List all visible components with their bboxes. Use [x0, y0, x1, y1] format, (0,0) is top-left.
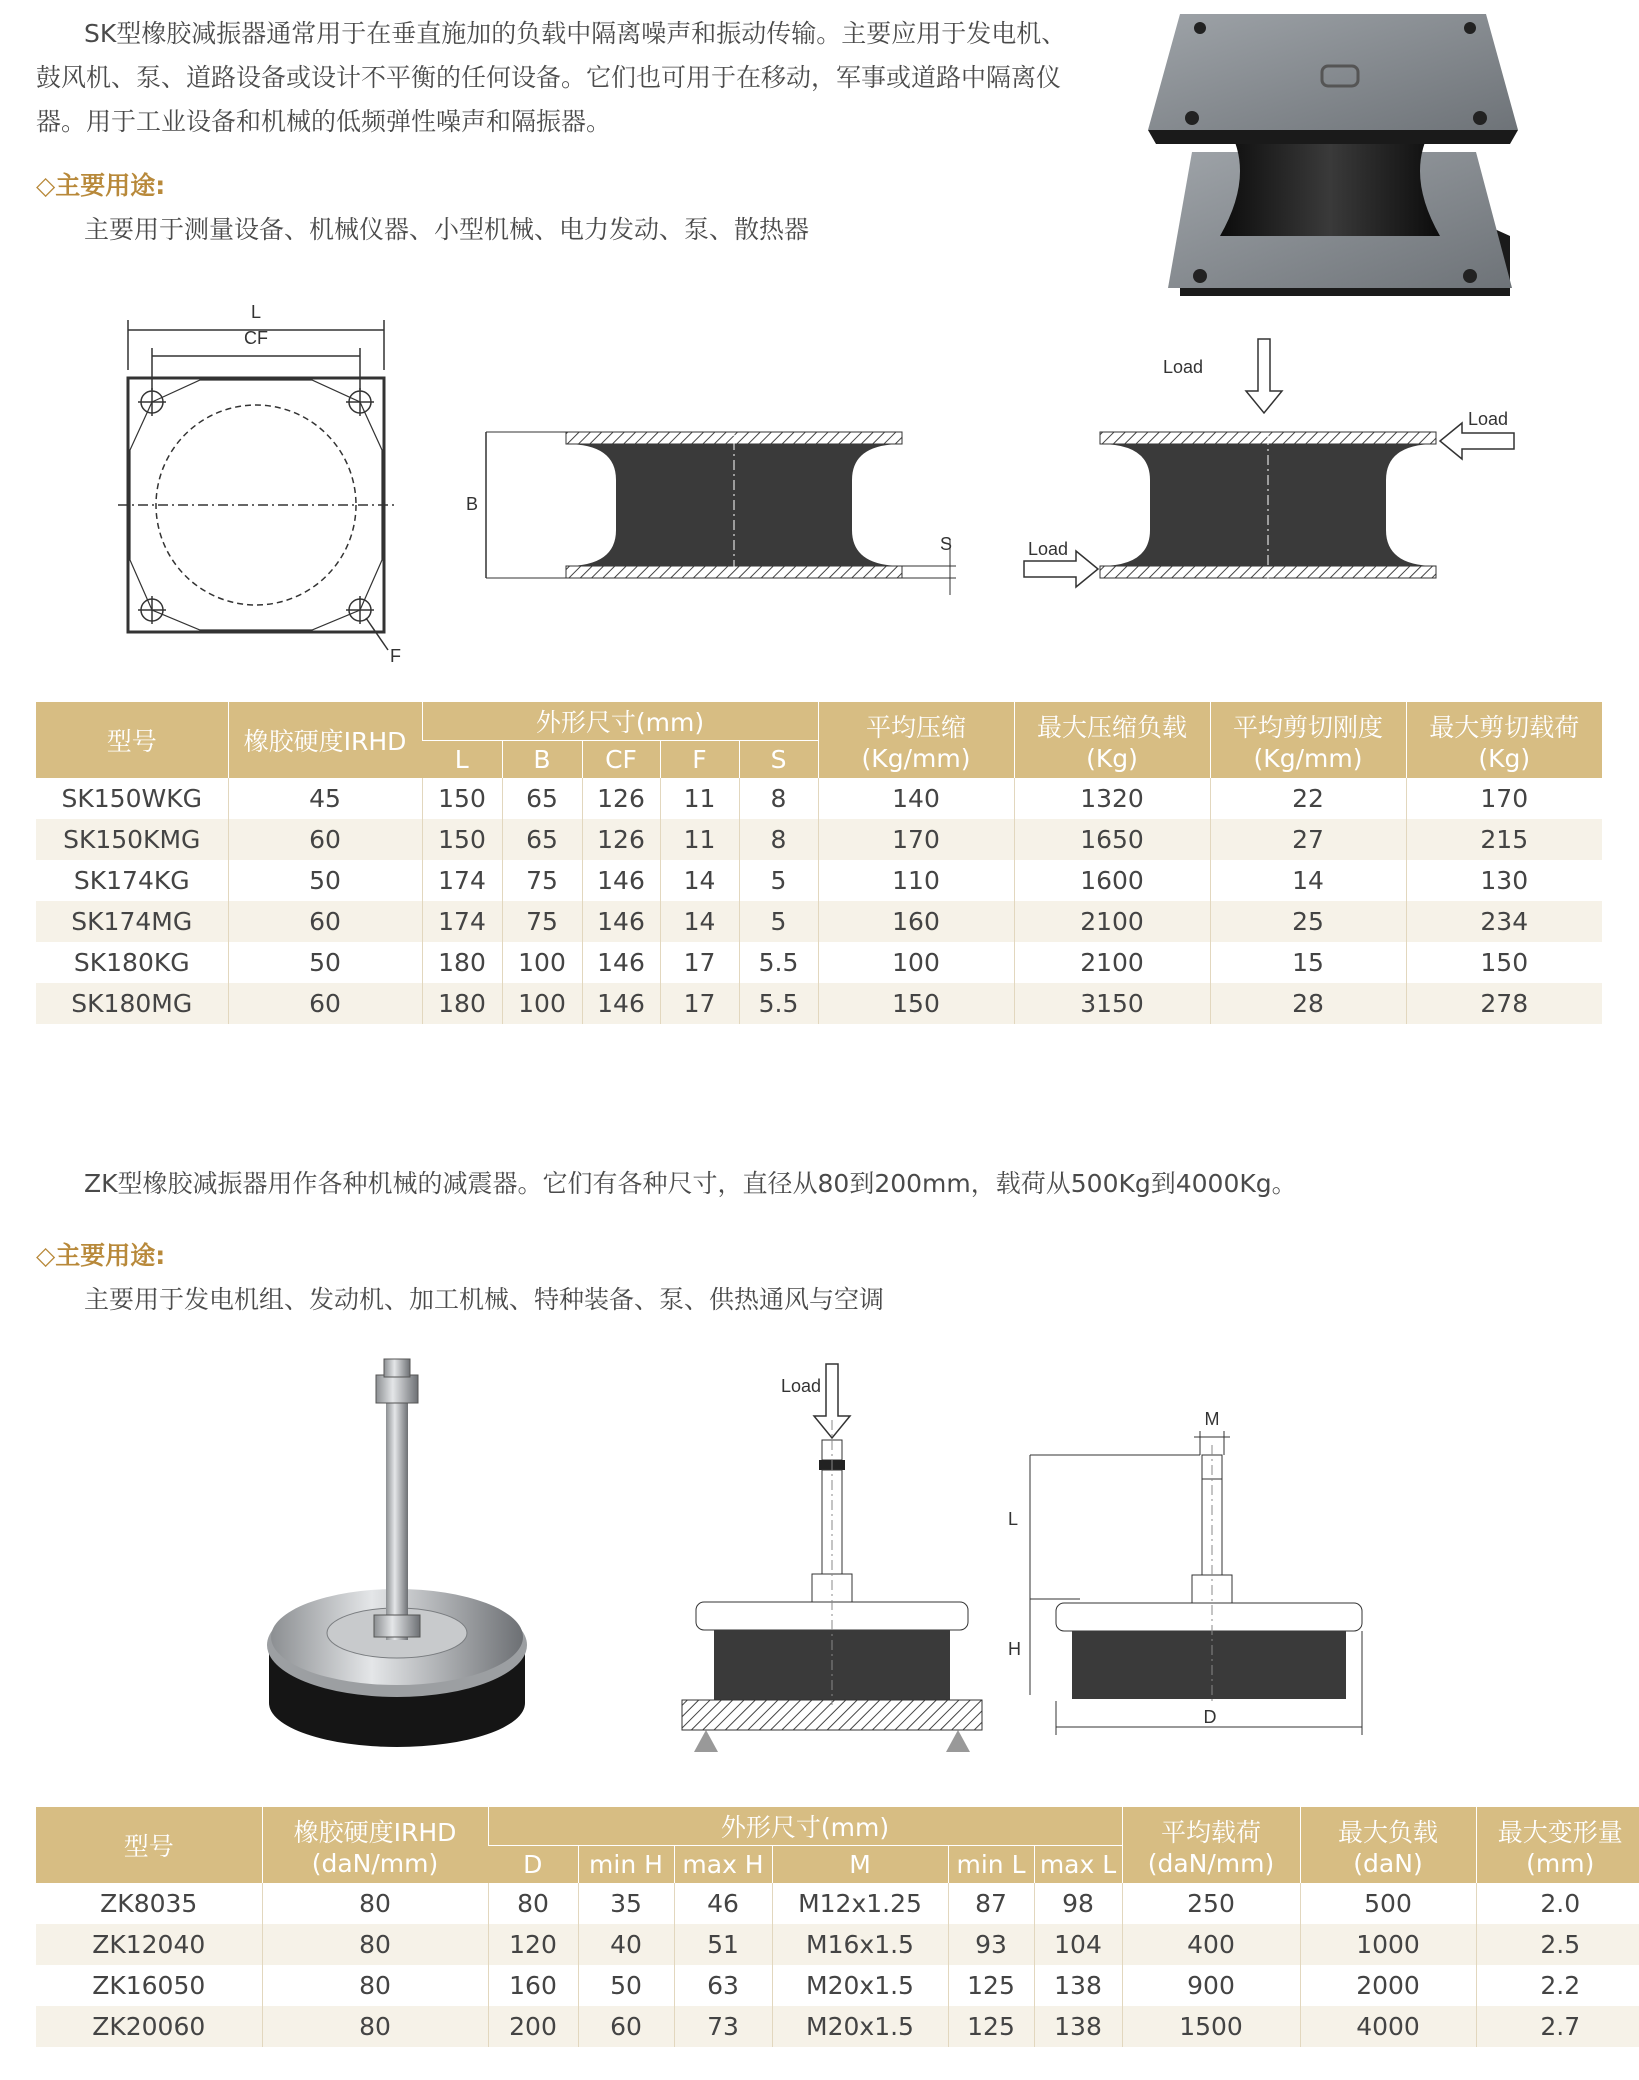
sk-label-F: F [390, 646, 401, 666]
sk-h-dim-L: L [422, 740, 502, 778]
table-cell: 234 [1406, 901, 1602, 942]
zk-load-label: Load [780, 1376, 821, 1396]
table-cell: 50 [228, 942, 422, 983]
table-cell: 400 [1122, 1924, 1300, 1965]
table-row [36, 778, 1602, 819]
table-cell: 2100 [1014, 942, 1210, 983]
table-cell: 146 [582, 860, 660, 901]
table-row [36, 819, 1602, 860]
sk-label-S: S [940, 534, 953, 554]
table-cell: 50 [578, 1965, 674, 2006]
table-cell: 215 [1406, 819, 1602, 860]
table-cell: 80 [262, 1965, 488, 2006]
zk-h-avg: 平均载荷 (daN/mm) [1122, 1807, 1300, 1883]
table-cell: M20x1.5 [772, 2006, 948, 2047]
zk-use-title: ◇主要用途: [36, 1241, 166, 1270]
table-cell: 4000 [1300, 2006, 1476, 2047]
table-cell: 174 [422, 901, 502, 942]
table-cell: 120 [488, 1924, 578, 1965]
zk-h-def: 最大变形量 (mm) [1476, 1807, 1639, 1883]
table-cell: 160 [818, 901, 1014, 942]
sk-top-view-diagram [118, 300, 418, 670]
zk-label-D: D [1203, 1707, 1217, 1727]
zk-h-dim-minL: min L [948, 1845, 1034, 1883]
sk-h-dim-F: F [660, 740, 739, 778]
zk-h-dims: 外形尺寸(mm) [488, 1807, 1122, 1845]
table-cell: 126 [582, 778, 660, 819]
table-cell: 126 [582, 819, 660, 860]
table-cell: 60 [228, 901, 422, 942]
table-cell: 60 [578, 2006, 674, 2047]
table-cell: 500 [1300, 1883, 1476, 1924]
table-row [36, 1965, 1639, 2006]
table-cell: 80 [262, 2006, 488, 2047]
table-cell: 8 [739, 819, 818, 860]
table-cell: 11 [660, 819, 739, 860]
sk-h-model: 型号 [36, 702, 228, 778]
table-cell: 50 [228, 860, 422, 901]
table-cell: 2.2 [1476, 1965, 1639, 2006]
table-cell: 5.5 [739, 942, 818, 983]
zk-h-dim-D: D [488, 1845, 578, 1883]
zk-h-hardness: 橡胶硬度IRHD (daN/mm) [262, 1807, 488, 1883]
table-cell: 100 [502, 983, 582, 1024]
table-cell: 87 [948, 1883, 1034, 1924]
table-cell: 63 [674, 1965, 772, 2006]
zk-h-dim-maxL: max L [1034, 1845, 1122, 1883]
table-cell: 278 [1406, 983, 1602, 1024]
table-row [36, 2006, 1639, 2047]
table-cell: 146 [582, 942, 660, 983]
table-cell: ZK12040 [36, 1924, 262, 1965]
table-row [36, 901, 1602, 942]
zk-spec-table [36, 1807, 1639, 2047]
table-cell: 150 [422, 819, 502, 860]
table-cell: 65 [502, 778, 582, 819]
table-cell: 180 [422, 983, 502, 1024]
sk-load-label-left: Load [1028, 539, 1069, 559]
table-cell: 100 [818, 942, 1014, 983]
table-cell: 125 [948, 1965, 1034, 2006]
sk-label-L: L [250, 302, 262, 322]
table-cell: 5 [739, 901, 818, 942]
table-cell: ZK8035 [100, 1889, 198, 1918]
table-cell: M12x1.25 [772, 1883, 948, 1924]
table-cell: M20x1.5 [772, 1965, 948, 2006]
table-cell: SK180MG [36, 983, 228, 1024]
table-cell: 138 [1034, 2006, 1122, 2047]
sk-intro-line-1: SK型橡胶减振器通常用于在垂直施加的负载中隔离噪声和振动传输。主要应用于发电机、 [84, 19, 1067, 48]
table-cell: 170 [1406, 778, 1602, 819]
table-cell: 60 [228, 983, 422, 1024]
table-cell: 104 [1034, 1924, 1122, 1965]
table-row [36, 983, 1602, 1024]
zk-dimension-diagram [1000, 1405, 1370, 1750]
sk-spec-table [36, 702, 1602, 1024]
zk-use-text: 主要用于发电机组、发动机、加工机械、特种装备、泵、供热通风与空调 [84, 1285, 885, 1314]
sk-h-dims: 外形尺寸(mm) [422, 702, 818, 740]
sk-h-comp: 平均压缩 (Kg/mm) [818, 702, 1014, 778]
sk-section-diagram [466, 420, 966, 600]
sk-product-photo [1140, 6, 1520, 306]
table-cell: 100 [502, 942, 582, 983]
table-cell: 60 [228, 819, 422, 860]
table-cell: SK150WKG [61, 784, 202, 813]
sk-intro [36, 12, 1116, 144]
table-cell: 2.7 [1476, 2006, 1639, 2047]
table-cell: SK180KG [73, 948, 190, 977]
table-cell: SK150KMG [36, 819, 228, 860]
table-cell: 140 [818, 778, 1014, 819]
table-cell: M16x1.5 [772, 1924, 948, 1965]
sk-intro-line-2: 鼓风机、泵、道路设备或设计不平衡的任何设备。它们也可用于在移动，军事或道路中隔离仪 [36, 63, 1062, 92]
table-cell: 2100 [1014, 901, 1210, 942]
table-cell: 160 [488, 1965, 578, 2006]
table-cell: 200 [488, 2006, 578, 2047]
table-cell: 146 [582, 901, 660, 942]
table-cell: 2000 [1300, 1965, 1476, 2006]
table-row [36, 860, 1602, 901]
table-cell: 150 [818, 983, 1014, 1024]
table-cell: 27 [1210, 819, 1406, 860]
zk-h-dim-M: M [772, 1845, 948, 1883]
table-cell: 5.5 [739, 983, 818, 1024]
table-cell: 35 [578, 1883, 674, 1924]
table-cell: 65 [502, 819, 582, 860]
zk-h-dim-minH: min H [578, 1845, 674, 1883]
table-cell: 250 [1122, 1883, 1300, 1924]
sk-h-dim-B: B [502, 740, 582, 778]
sk-load-label-right: Load [1467, 409, 1508, 429]
zk-h-max: 最大负载 (daN) [1300, 1807, 1476, 1883]
zk-product-photo [262, 1355, 532, 1750]
sk-load-label-top: Load [1162, 357, 1203, 377]
sk-h-maxcomp: 最大压缩负载 (Kg) [1014, 702, 1210, 778]
table-cell: 14 [660, 901, 739, 942]
zk-label-L: L [1008, 1509, 1019, 1529]
table-cell: 75 [502, 860, 582, 901]
table-cell: 150 [1406, 942, 1602, 983]
sk-use-text: 主要用于测量设备、机械仪器、小型机械、电力发动、泵、散热器 [84, 215, 810, 244]
table-cell: 130 [1406, 860, 1602, 901]
sk-use-title: ◇主要用途: [36, 171, 166, 200]
zk-load-diagram [676, 1360, 1006, 1760]
zk-intro: ZK型橡胶减振器用作各种机械的减震器。它们有各种尺寸，直径从80到200mm，载荷从500Kg到4000Kg。 [84, 1169, 1297, 1198]
table-cell: 73 [674, 2006, 772, 2047]
table-cell: 14 [660, 860, 739, 901]
sk-h-shear: 平均剪切刚度 (Kg/mm) [1210, 702, 1406, 778]
table-cell: 93 [948, 1924, 1034, 1965]
sk-intro-line-3: 器。用于工业设备和机械的低频弹性噪声和隔振器。 [36, 107, 612, 136]
table-cell: 110 [818, 860, 1014, 901]
zk-label-H: H [1008, 1639, 1021, 1659]
table-cell: 80 [262, 1883, 488, 1924]
table-cell: 1600 [1014, 860, 1210, 901]
table-cell: 150 [422, 778, 502, 819]
sk-label-B: B [466, 494, 479, 514]
table-cell: 1000 [1300, 1924, 1476, 1965]
zk-label-M: M [1204, 1409, 1220, 1429]
table-cell: 1320 [1014, 778, 1210, 819]
table-cell: 1500 [1122, 2006, 1300, 2047]
table-cell: 146 [582, 983, 660, 1024]
table-cell: 174 [422, 860, 502, 901]
sk-label-CF: CF [244, 328, 268, 348]
table-row [36, 942, 1602, 983]
table-cell: 15 [1210, 942, 1406, 983]
table-cell: ZK20060 [36, 2006, 262, 2047]
table-cell: 8 [739, 778, 818, 819]
table-cell: 11 [660, 778, 739, 819]
sk-h-dim-S: S [739, 740, 818, 778]
table-cell: 180 [422, 942, 502, 983]
table-cell: 5 [739, 860, 818, 901]
table-cell: 98 [1034, 1883, 1122, 1924]
table-cell: SK174MG [36, 901, 228, 942]
table-cell: SK174KG [73, 866, 190, 895]
zk-h-model: 型号 [36, 1807, 262, 1883]
sk-h-dim-CF: CF [582, 740, 660, 778]
table-cell: 2.5 [1476, 1924, 1639, 1965]
sk-load-diagram [1018, 335, 1518, 595]
table-cell: 900 [1122, 1965, 1300, 2006]
table-cell: 138 [1034, 1965, 1122, 2006]
table-cell: 14 [1210, 860, 1406, 901]
table-row [36, 1924, 1639, 1965]
table-cell: 2.0 [1476, 1883, 1639, 1924]
table-cell: 75 [502, 901, 582, 942]
table-cell: ZK16050 [92, 1971, 206, 2000]
table-cell: 28 [1210, 983, 1406, 1024]
table-cell: 17 [660, 942, 739, 983]
table-cell: 17 [660, 983, 739, 1024]
sk-h-hardness: 橡胶硬度IRHD [228, 702, 422, 778]
table-cell: 25 [1210, 901, 1406, 942]
table-cell: 125 [948, 2006, 1034, 2047]
table-cell: 40 [578, 1924, 674, 1965]
table-cell: 3150 [1014, 983, 1210, 1024]
table-cell: 80 [262, 1924, 488, 1965]
table-cell: 80 [488, 1883, 578, 1924]
table-cell: 22 [1210, 778, 1406, 819]
zk-h-dim-maxH: max H [674, 1845, 772, 1883]
table-cell: 51 [674, 1924, 772, 1965]
table-cell: 1650 [1014, 819, 1210, 860]
table-row [36, 1883, 1639, 1924]
sk-h-maxshear: 最大剪切载荷 (Kg) [1406, 702, 1602, 778]
table-cell: 170 [818, 819, 1014, 860]
table-cell: 46 [674, 1883, 772, 1924]
table-cell: 45 [228, 778, 422, 819]
